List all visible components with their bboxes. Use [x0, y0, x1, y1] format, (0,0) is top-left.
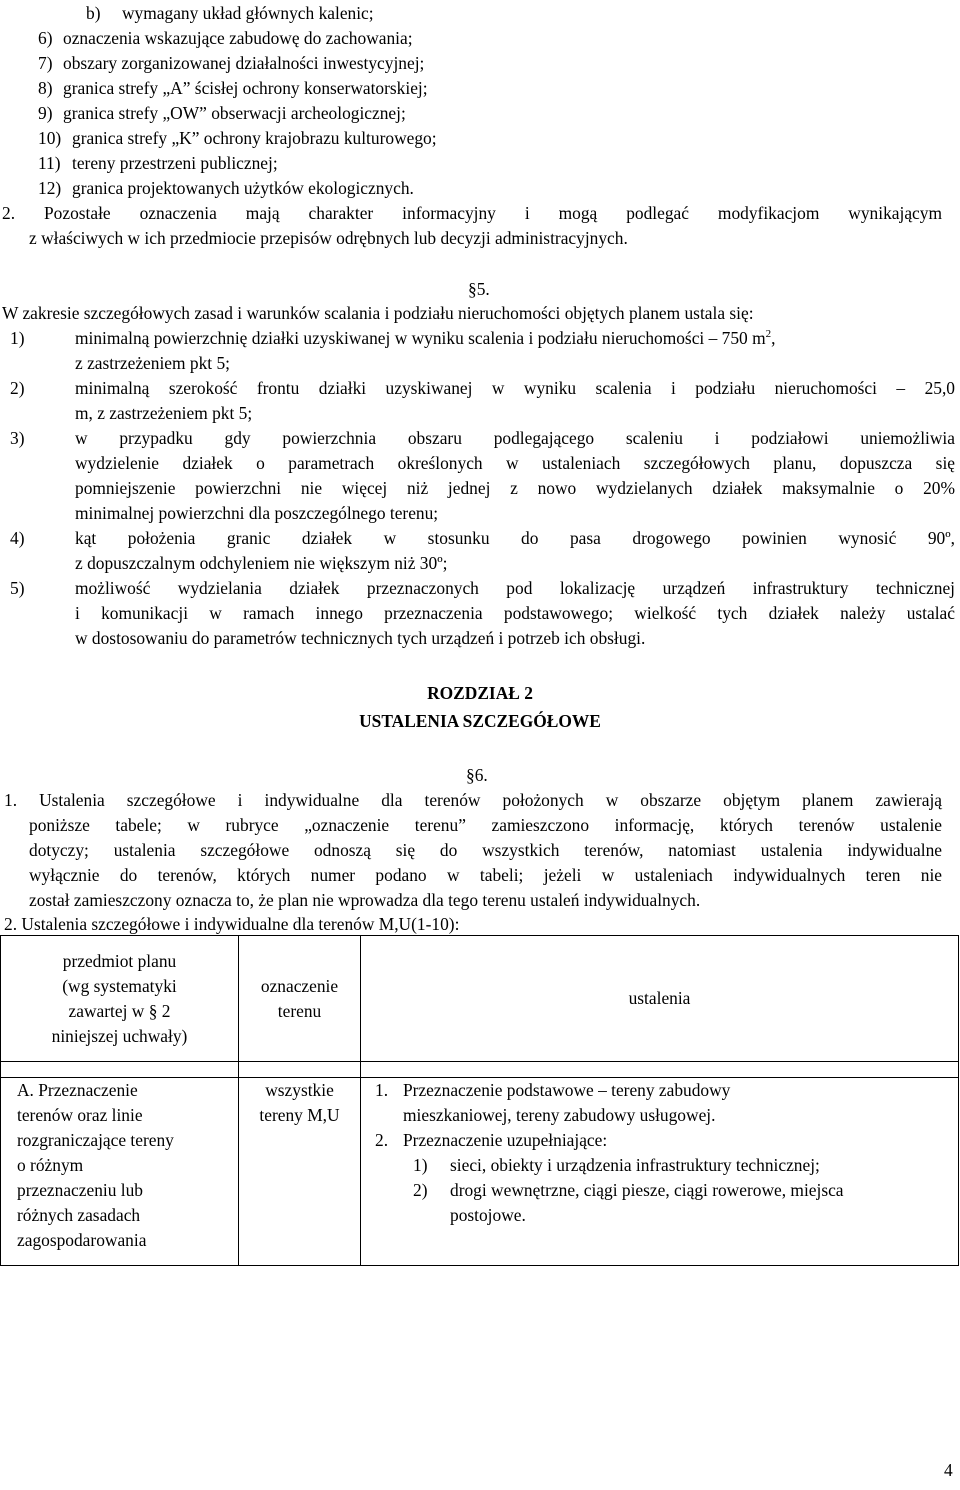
list-item: kąt położenia granic działek w stosunku do pasa drogowego powinien wynosić 90º, — [75, 528, 955, 548]
cell-line: Przeznaczenie uzupełniające: — [403, 1130, 608, 1150]
list-item: 7) obszary zorganizowanej działalności inwestycyjnej; — [38, 53, 425, 73]
cell-line: tereny M,U — [259, 1105, 340, 1125]
list-item: 12) granica projektowanych użytków ekologicznych. — [38, 178, 414, 198]
cell-subject — [1, 1078, 239, 1266]
table-header-row — [1, 936, 959, 1062]
list-item-number: 2) — [10, 378, 25, 398]
list-item-number: 3) — [10, 428, 25, 448]
list-item-number: 4) — [10, 528, 25, 548]
list-item-number: 5) — [10, 578, 25, 598]
header-line: niniejszej uchwały) — [51, 1025, 188, 1046]
cell-line: postojowe. — [450, 1205, 526, 1225]
cell-designation — [239, 1078, 361, 1266]
list-item-continued: w dostosowaniu do parametrów technicznych tych urządzeń i potrzeb ich obsługi. — [75, 628, 646, 648]
item-number: 2. — [375, 1130, 389, 1150]
section-5-intro: W zakresie szczegółowych zasad i warunków scalania i podziału nieruchomości objętych planem ustala się: — [2, 303, 754, 323]
paragraph-2-line-2: z właściwych w ich przedmiocie przepisów odrębnych lub decyzji administracyjnych. — [29, 228, 628, 248]
section-6-heading: §6. — [466, 765, 488, 785]
list-item-continued: z dopuszczalnym odchyleniem nie większym niż 30º; — [75, 553, 448, 573]
header-line: zawartej w § 2 — [68, 1000, 171, 1021]
cell-line: o różnym — [17, 1155, 84, 1175]
list-item: możliwość wydzielania działek przeznaczonych pod lokalizację urządzeń infrastruktury technicznej — [75, 578, 955, 598]
list-item-number: 1) — [10, 328, 25, 348]
cell-line: zagospodarowania — [17, 1230, 147, 1250]
cell-line: drogi wewnętrzne, ciągi piesze, ciągi rowerowe, miejsca — [450, 1180, 844, 1200]
header-line: przedmiot planu — [62, 950, 177, 971]
section-6-para-1-line: został zamieszczony oznacza to, że plan nie wprowadza dla tego terenu ustaleń indywidualnych. — [29, 890, 701, 910]
chapter-subtitle: USTALENIA SZCZEGÓŁOWE — [359, 711, 601, 731]
cell-line: terenów oraz linie — [17, 1105, 143, 1125]
header-line: oznaczenie — [260, 975, 339, 996]
section-6-para-1-line: poniższe tabele; w rubryce „oznaczenie terenu” zamieszczono informację, których terenów ustalenie — [29, 815, 942, 835]
paragraph-2-line-1: 2. Pozostałe oznaczenia mają charakter informacyjny i mogą podlegać modyfikacjom wynikającym — [2, 203, 942, 223]
section-6-para-1-line: 1. Ustalenia szczegółowe i indywidualne dla terenów położonych w obszarze objętym planem zawierają — [4, 790, 942, 810]
cell-provisions — [361, 1078, 959, 1266]
list-item: 10) granica strefy „K” ochrony krajobrazu kulturowego; — [38, 128, 437, 148]
section-5-heading: §5. — [468, 279, 490, 299]
cell-line: sieci, obiekty i urządzenia infrastruktury technicznej; — [450, 1155, 820, 1175]
item-number: 1. — [375, 1080, 389, 1100]
subitem-number: 1) — [413, 1155, 428, 1175]
section-6-para-1-line: dotyczy; ustalenia szczegółowe odnoszą się do wszystkich terenów, natomiast ustalenia indywidualne — [29, 840, 942, 860]
list-item-continued: i komunikacji w ramach innego przeznaczenia podstawowego; wielkość tych działek należy ustalać — [75, 603, 955, 623]
header-cell-provisions: ustalenia — [361, 936, 959, 1062]
list-item-continued: pomniejszenie powierzchni nie więcej niż jednej z nowo wydzielanych działek maksymalnie o 20% — [75, 478, 955, 498]
cell-line: wszystkie — [265, 1080, 334, 1100]
list-item: w przypadku gdy powierzchnia obszaru podlegającego scaleniu i podziałowi uniemożliwia — [75, 428, 955, 448]
cell-line: Przeznaczenie podstawowe – tereny zabudowy — [403, 1080, 731, 1100]
cell-line: mieszkaniowej, tereny zabudowy usługowej. — [403, 1105, 716, 1125]
cell-line: różnych zasadach — [17, 1205, 141, 1225]
list-item-continued: minimalnej powierzchni dla poszczególnego terenu; — [75, 503, 439, 523]
list-item-continued: m, z zastrzeżeniem pkt 5; — [75, 403, 253, 423]
cell-line: przeznaczeniu lub — [17, 1180, 144, 1200]
table-spacer-row — [1, 1062, 959, 1078]
cell-line: rozgraniczające tereny — [17, 1130, 174, 1150]
header-line: (wg systematyki — [62, 975, 177, 996]
list-item-continued: z zastrzeżeniem pkt 5; — [75, 353, 230, 373]
list-item: 11) tereny przestrzeni publicznej; — [38, 153, 278, 173]
list-item-continued: wydzielenie działek o parametrach określonych w ustaleniach szczegółowych planu, dopuszcza się — [75, 453, 955, 473]
section-6-para-2: 2. Ustalenia szczegółowe i indywidualne dla terenów M,U(1-10): — [4, 914, 460, 934]
header-cell-designation — [239, 936, 361, 1062]
list-item: minimalną szerokość frontu działki uzyskiwanej w wyniku scalenia i podziału nieruchomości – 25,0 — [75, 378, 955, 398]
regulations-table — [0, 935, 959, 1266]
cell-line: A. Przeznaczenie — [17, 1080, 138, 1100]
list-item: 8) granica strefy „A” ścisłej ochrony konserwatorskiej; — [38, 78, 428, 98]
chapter-title: ROZDZIAŁ 2 — [427, 683, 533, 703]
list-item: minimalną powierzchnię działki uzyskiwanej w wyniku scalenia i podziału nieruchomości – 750 $m^2$, — [75, 328, 776, 348]
page-number: 4 — [944, 1460, 953, 1480]
header-line: terenu — [277, 1000, 322, 1021]
subitem-number: 2) — [413, 1180, 428, 1200]
list-item: b) wymagany układ głównych kalenic; — [86, 3, 374, 23]
header-cell-subject — [1, 936, 239, 1062]
section-6-para-1-line: wyłącznie do terenów, których numer podano w tabeli; jeżeli w ustaleniach indywidualnych teren nie — [29, 865, 942, 885]
list-item: 6) oznaczenia wskazujące zabudowę do zachowania; — [38, 28, 413, 48]
list-item: 9) granica strefy „OW” obserwacji archeologicznej; — [38, 103, 406, 123]
table-row — [1, 1078, 959, 1266]
